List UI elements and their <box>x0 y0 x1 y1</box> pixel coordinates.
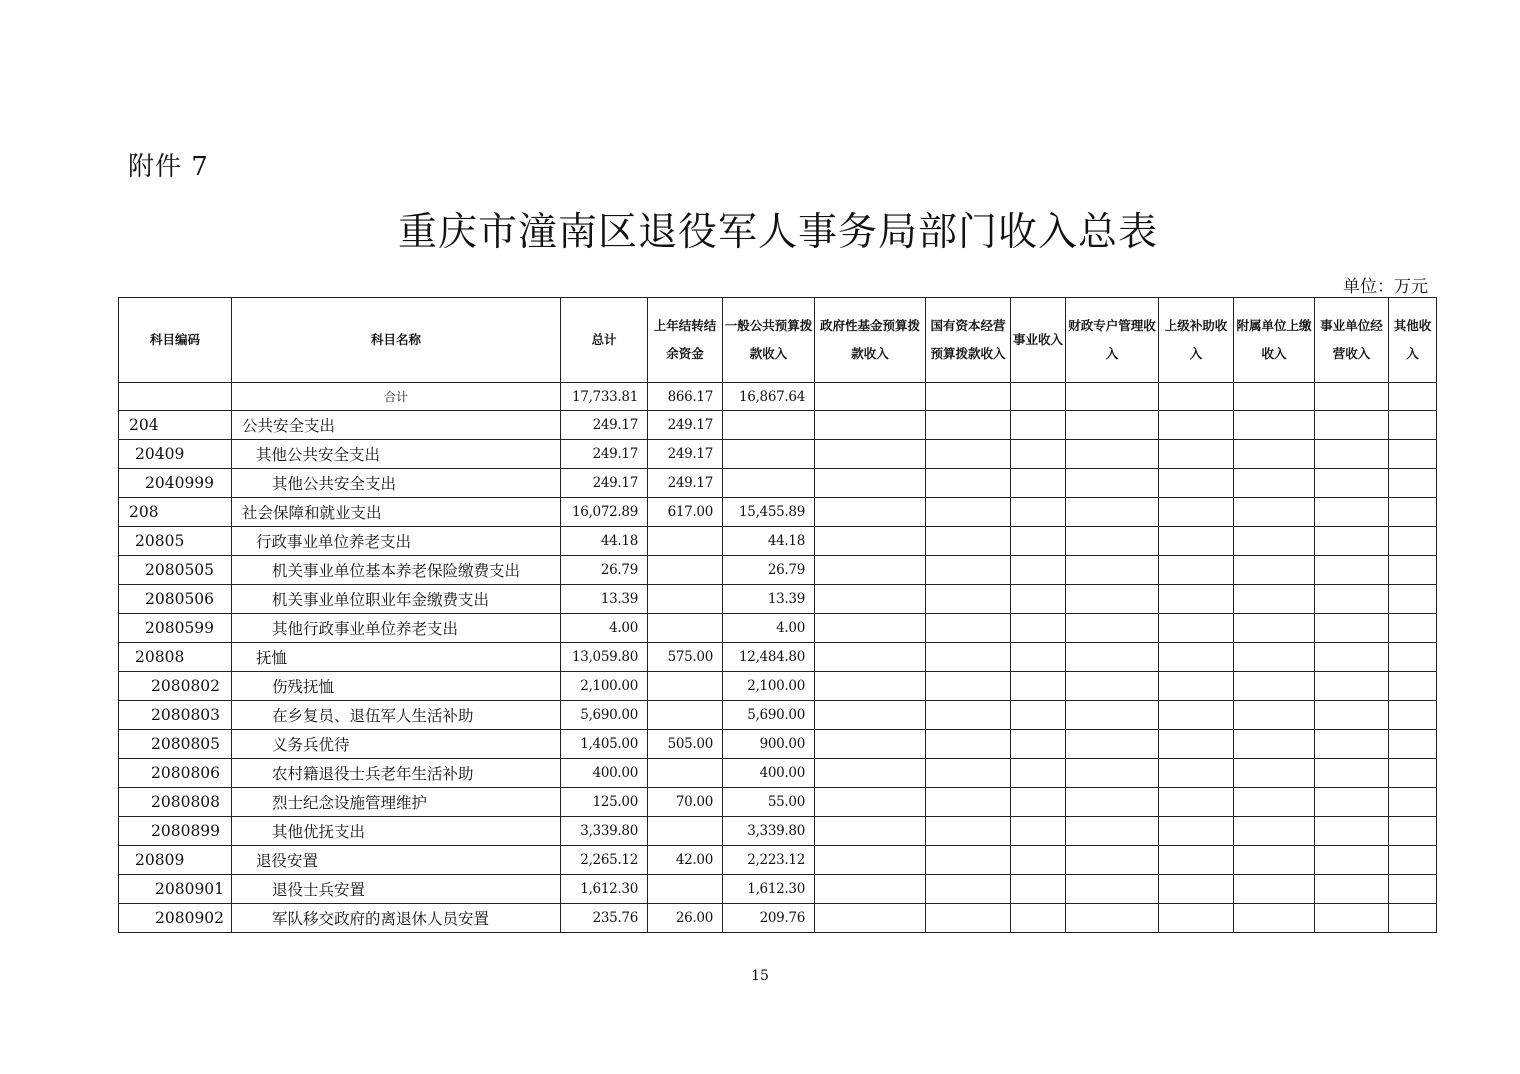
cell-empty <box>1234 556 1315 585</box>
cell-carryover: 617.00 <box>648 498 723 527</box>
cell-code: 2080599 <box>119 614 232 643</box>
table-row <box>119 614 1437 643</box>
cell-empty <box>815 556 926 585</box>
column-header-general-budget: 一般公共预算拨款收入 <box>723 298 815 383</box>
table-row <box>119 556 1437 585</box>
column-header-total: 总计 <box>561 298 648 383</box>
cell-empty <box>1011 672 1066 701</box>
cell-empty <box>1315 875 1389 904</box>
table-row <box>119 643 1437 672</box>
cell-empty <box>1389 701 1437 730</box>
table-header-row <box>119 298 1437 383</box>
cell-empty <box>1389 817 1437 846</box>
cell-general <box>723 411 815 440</box>
cell-code: 2080506 <box>119 585 232 614</box>
cell-empty <box>1159 585 1234 614</box>
cell-empty <box>926 585 1011 614</box>
cell-carryover <box>648 556 723 585</box>
cell-empty <box>1066 875 1159 904</box>
cell-empty <box>1011 788 1066 817</box>
cell-empty <box>815 440 926 469</box>
cell-empty <box>1315 730 1389 759</box>
unit-label: 单位：万元 <box>1343 277 1428 297</box>
cell-empty <box>1159 875 1234 904</box>
cell-empty <box>1066 672 1159 701</box>
cell-carryover <box>648 527 723 556</box>
cell-code: 2080505 <box>119 556 232 585</box>
cell-empty <box>1389 846 1437 875</box>
table-row <box>119 788 1437 817</box>
cell-empty <box>926 556 1011 585</box>
cell-name: 在乡复员、退伍军人生活补助 <box>232 701 561 730</box>
cell-empty <box>1234 643 1315 672</box>
cell-carryover: 26.00 <box>648 904 723 933</box>
income-summary-table <box>118 297 1437 933</box>
cell-general <box>723 469 815 498</box>
cell-empty <box>926 498 1011 527</box>
cell-empty <box>1011 817 1066 846</box>
cell-name: 伤残抚恤 <box>232 672 561 701</box>
cell-empty <box>1389 643 1437 672</box>
cell-empty <box>815 730 926 759</box>
cell-empty <box>1389 498 1437 527</box>
cell-general: 5,690.00 <box>723 701 815 730</box>
cell-general: 400.00 <box>723 759 815 788</box>
cell-empty <box>1389 556 1437 585</box>
cell-empty <box>1234 469 1315 498</box>
cell-carryover: 249.17 <box>648 469 723 498</box>
cell-code: 2080806 <box>119 759 232 788</box>
cell-empty <box>1011 701 1066 730</box>
cell-empty <box>1011 875 1066 904</box>
cell-name: 社会保障和就业支出 <box>232 498 561 527</box>
cell-empty <box>815 498 926 527</box>
cell-name: 抚恤 <box>232 643 561 672</box>
cell-empty <box>815 817 926 846</box>
cell-empty <box>1159 701 1234 730</box>
cell-empty <box>1234 411 1315 440</box>
cell-code: 2080899 <box>119 817 232 846</box>
column-header-fund-budget: 政府性基金预算拨款收入 <box>815 298 926 383</box>
cell-carryover <box>648 701 723 730</box>
cell-empty <box>926 440 1011 469</box>
cell-code: 20809 <box>119 846 232 875</box>
cell-empty <box>926 643 1011 672</box>
table-row <box>119 730 1437 759</box>
cell-general: 55.00 <box>723 788 815 817</box>
cell-empty <box>1011 846 1066 875</box>
cell-empty <box>1234 527 1315 556</box>
cell-empty <box>815 672 926 701</box>
cell-code: 20805 <box>119 527 232 556</box>
cell-total: 13.39 <box>561 585 648 614</box>
cell-general: 209.76 <box>723 904 815 933</box>
cell-empty <box>1066 469 1159 498</box>
cell-empty <box>1389 730 1437 759</box>
page-number: 15 <box>751 968 769 984</box>
cell-name: 烈士纪念设施管理维护 <box>232 788 561 817</box>
cell-empty <box>815 585 926 614</box>
table-body <box>119 383 1437 933</box>
cell-empty <box>1159 846 1234 875</box>
cell-empty <box>1234 383 1315 411</box>
cell-empty <box>1389 672 1437 701</box>
cell-total: 249.17 <box>561 440 648 469</box>
cell-empty <box>1159 411 1234 440</box>
cell-empty <box>1159 788 1234 817</box>
cell-empty <box>926 817 1011 846</box>
cell-empty <box>1389 469 1437 498</box>
cell-empty <box>1011 498 1066 527</box>
cell-empty <box>1389 875 1437 904</box>
cell-code: 2080901 <box>119 875 232 904</box>
cell-empty <box>815 701 926 730</box>
cell-empty <box>926 672 1011 701</box>
cell-general: 900.00 <box>723 730 815 759</box>
cell-empty <box>1066 701 1159 730</box>
cell-total: 5,690.00 <box>561 701 648 730</box>
cell-empty <box>1159 730 1234 759</box>
cell-name: 军队移交政府的离退休人员安置 <box>232 904 561 933</box>
cell-empty <box>815 527 926 556</box>
cell-empty <box>815 614 926 643</box>
cell-empty <box>1066 585 1159 614</box>
cell-name: 公共安全支出 <box>232 411 561 440</box>
attachment-label: 附件 7 <box>128 152 209 182</box>
cell-carryover: 575.00 <box>648 643 723 672</box>
cell-carryover <box>648 585 723 614</box>
cell-total: 400.00 <box>561 759 648 788</box>
cell-empty <box>1315 585 1389 614</box>
cell-total: 249.17 <box>561 469 648 498</box>
cell-empty <box>1315 498 1389 527</box>
table-row <box>119 469 1437 498</box>
cell-empty <box>1011 440 1066 469</box>
cell-empty <box>1234 875 1315 904</box>
cell-code: 20409 <box>119 440 232 469</box>
cell-empty <box>1234 817 1315 846</box>
cell-empty <box>1389 440 1437 469</box>
cell-code: 208 <box>119 498 232 527</box>
cell-empty <box>1315 672 1389 701</box>
cell-name: 机关事业单位基本养老保险缴费支出 <box>232 556 561 585</box>
table-row <box>119 411 1437 440</box>
cell-empty <box>1159 498 1234 527</box>
cell-empty <box>1011 585 1066 614</box>
cell-empty <box>1066 411 1159 440</box>
cell-total: 2,100.00 <box>561 672 648 701</box>
table-row <box>119 585 1437 614</box>
cell-general <box>723 440 815 469</box>
cell-empty <box>1234 701 1315 730</box>
cell-total: 13,059.80 <box>561 643 648 672</box>
cell-empty <box>1066 383 1159 411</box>
column-header-carryover: 上年结转结余资金 <box>648 298 723 383</box>
cell-empty <box>1389 527 1437 556</box>
cell-empty <box>1315 643 1389 672</box>
cell-general: 12,484.80 <box>723 643 815 672</box>
cell-total: 16,072.89 <box>561 498 648 527</box>
cell-general: 44.18 <box>723 527 815 556</box>
cell-empty <box>815 904 926 933</box>
cell-empty <box>926 527 1011 556</box>
column-header-code: 科目编码 <box>119 298 232 383</box>
cell-name: 其他行政事业单位养老支出 <box>232 614 561 643</box>
cell-empty <box>1389 614 1437 643</box>
cell-total: 249.17 <box>561 411 648 440</box>
cell-empty <box>1066 846 1159 875</box>
cell-empty <box>1011 614 1066 643</box>
table-row <box>119 759 1437 788</box>
column-header-superior-subsidy: 上级补助收入 <box>1159 298 1234 383</box>
cell-code: 2080805 <box>119 730 232 759</box>
cell-empty <box>1389 383 1437 411</box>
cell-empty <box>1315 383 1389 411</box>
cell-empty <box>815 759 926 788</box>
cell-carryover <box>648 672 723 701</box>
cell-empty <box>1234 585 1315 614</box>
cell-empty <box>926 383 1011 411</box>
cell-empty <box>926 904 1011 933</box>
cell-general: 4.00 <box>723 614 815 643</box>
cell-empty <box>1234 614 1315 643</box>
cell-empty <box>1315 469 1389 498</box>
cell-empty <box>1159 643 1234 672</box>
table-total-row <box>119 383 1437 411</box>
cell-empty <box>1234 846 1315 875</box>
cell-empty <box>1234 759 1315 788</box>
cell-carryover: 505.00 <box>648 730 723 759</box>
cell-empty <box>1066 788 1159 817</box>
cell-empty <box>1066 440 1159 469</box>
cell-empty <box>1159 904 1234 933</box>
table-row <box>119 904 1437 933</box>
cell-name: 合计 <box>232 383 561 411</box>
cell-code: 20808 <box>119 643 232 672</box>
cell-empty <box>1011 556 1066 585</box>
cell-carryover <box>648 875 723 904</box>
cell-empty <box>815 875 926 904</box>
cell-name: 机关事业单位职业年金缴费支出 <box>232 585 561 614</box>
cell-empty <box>815 383 926 411</box>
cell-empty <box>815 788 926 817</box>
cell-empty <box>1066 730 1159 759</box>
cell-code: 2040999 <box>119 469 232 498</box>
column-header-other: 其他收入 <box>1389 298 1437 383</box>
cell-carryover: 42.00 <box>648 846 723 875</box>
cell-empty <box>1066 556 1159 585</box>
cell-total: 17,733.81 <box>561 383 648 411</box>
table-row <box>119 527 1437 556</box>
cell-empty <box>1159 440 1234 469</box>
cell-empty <box>1315 904 1389 933</box>
column-header-business-income: 事业收入 <box>1011 298 1066 383</box>
cell-empty <box>1159 527 1234 556</box>
cell-empty <box>1066 614 1159 643</box>
cell-empty <box>1011 527 1066 556</box>
cell-empty <box>1159 759 1234 788</box>
cell-empty <box>815 469 926 498</box>
cell-general: 26.79 <box>723 556 815 585</box>
cell-empty <box>1234 440 1315 469</box>
cell-empty <box>1066 643 1159 672</box>
cell-empty <box>1389 904 1437 933</box>
cell-total: 3,339.80 <box>561 817 648 846</box>
cell-general: 1,612.30 <box>723 875 815 904</box>
page-title: 重庆市潼南区退役军人事务局部门收入总表 <box>397 210 1158 255</box>
cell-carryover: 249.17 <box>648 411 723 440</box>
cell-empty <box>1159 672 1234 701</box>
cell-general: 13.39 <box>723 585 815 614</box>
cell-total: 1,405.00 <box>561 730 648 759</box>
cell-empty <box>1315 556 1389 585</box>
cell-code: 2080808 <box>119 788 232 817</box>
cell-empty <box>1066 817 1159 846</box>
cell-empty <box>926 469 1011 498</box>
cell-carryover: 70.00 <box>648 788 723 817</box>
cell-general: 2,100.00 <box>723 672 815 701</box>
cell-general: 3,339.80 <box>723 817 815 846</box>
cell-general: 16,867.64 <box>723 383 815 411</box>
cell-empty <box>1234 730 1315 759</box>
table-row <box>119 701 1437 730</box>
cell-total: 2,265.12 <box>561 846 648 875</box>
cell-name: 其他优抚支出 <box>232 817 561 846</box>
cell-carryover <box>648 614 723 643</box>
cell-empty <box>1159 614 1234 643</box>
cell-empty <box>1315 817 1389 846</box>
cell-name: 行政事业单位养老支出 <box>232 527 561 556</box>
cell-total: 235.76 <box>561 904 648 933</box>
cell-empty <box>926 730 1011 759</box>
cell-empty <box>1315 440 1389 469</box>
cell-name: 义务兵优待 <box>232 730 561 759</box>
cell-empty <box>926 759 1011 788</box>
table-row <box>119 440 1437 469</box>
cell-carryover <box>648 759 723 788</box>
table-row <box>119 875 1437 904</box>
cell-total: 44.18 <box>561 527 648 556</box>
cell-empty <box>926 788 1011 817</box>
cell-empty <box>1315 527 1389 556</box>
cell-empty <box>1011 411 1066 440</box>
cell-empty <box>1011 383 1066 411</box>
cell-general: 15,455.89 <box>723 498 815 527</box>
table-row <box>119 498 1437 527</box>
cell-empty <box>1234 788 1315 817</box>
cell-general: 2,223.12 <box>723 846 815 875</box>
cell-total: 4.00 <box>561 614 648 643</box>
table-row <box>119 672 1437 701</box>
cell-empty <box>1234 498 1315 527</box>
cell-empty <box>1011 730 1066 759</box>
column-header-affiliated-unit: 附属单位上缴收入 <box>1234 298 1315 383</box>
cell-empty <box>926 846 1011 875</box>
cell-total: 26.79 <box>561 556 648 585</box>
cell-empty <box>1159 556 1234 585</box>
cell-empty <box>1159 817 1234 846</box>
cell-empty <box>1315 614 1389 643</box>
cell-empty <box>1011 643 1066 672</box>
cell-empty <box>815 643 926 672</box>
table-row <box>119 846 1437 875</box>
cell-name: 其他公共安全支出 <box>232 469 561 498</box>
column-header-special-account: 财政专户管理收入 <box>1066 298 1159 383</box>
cell-empty <box>1389 411 1437 440</box>
cell-empty <box>926 411 1011 440</box>
cell-code: 2080803 <box>119 701 232 730</box>
column-header-name: 科目名称 <box>232 298 561 383</box>
cell-name: 退役士兵安置 <box>232 875 561 904</box>
cell-empty <box>1159 469 1234 498</box>
cell-empty <box>1159 383 1234 411</box>
table-row <box>119 817 1437 846</box>
cell-empty <box>926 701 1011 730</box>
cell-carryover <box>648 817 723 846</box>
cell-empty <box>1315 846 1389 875</box>
cell-empty <box>1315 411 1389 440</box>
cell-empty <box>1066 527 1159 556</box>
cell-empty <box>1234 904 1315 933</box>
cell-carryover: 866.17 <box>648 383 723 411</box>
cell-carryover: 249.17 <box>648 440 723 469</box>
cell-empty <box>1011 759 1066 788</box>
cell-empty <box>1389 759 1437 788</box>
cell-empty <box>1011 904 1066 933</box>
cell-name: 农村籍退役士兵老年生活补助 <box>232 759 561 788</box>
cell-empty <box>1315 759 1389 788</box>
column-header-business-operation: 事业单位经营收入 <box>1315 298 1389 383</box>
cell-empty <box>815 411 926 440</box>
cell-empty <box>1066 904 1159 933</box>
cell-code <box>119 383 232 411</box>
cell-code: 2080902 <box>119 904 232 933</box>
cell-empty <box>1234 672 1315 701</box>
cell-empty <box>926 875 1011 904</box>
cell-empty <box>815 846 926 875</box>
cell-code: 204 <box>119 411 232 440</box>
cell-empty <box>1066 759 1159 788</box>
cell-code: 2080802 <box>119 672 232 701</box>
cell-total: 125.00 <box>561 788 648 817</box>
cell-name: 退役安置 <box>232 846 561 875</box>
cell-empty <box>1066 498 1159 527</box>
cell-name: 其他公共安全支出 <box>232 440 561 469</box>
cell-empty <box>1011 469 1066 498</box>
cell-empty <box>1315 701 1389 730</box>
cell-empty <box>926 614 1011 643</box>
cell-empty <box>1389 585 1437 614</box>
cell-empty <box>1389 788 1437 817</box>
cell-empty <box>1315 788 1389 817</box>
column-header-state-capital: 国有资本经营预算拨款收入 <box>926 298 1011 383</box>
cell-total: 1,612.30 <box>561 875 648 904</box>
